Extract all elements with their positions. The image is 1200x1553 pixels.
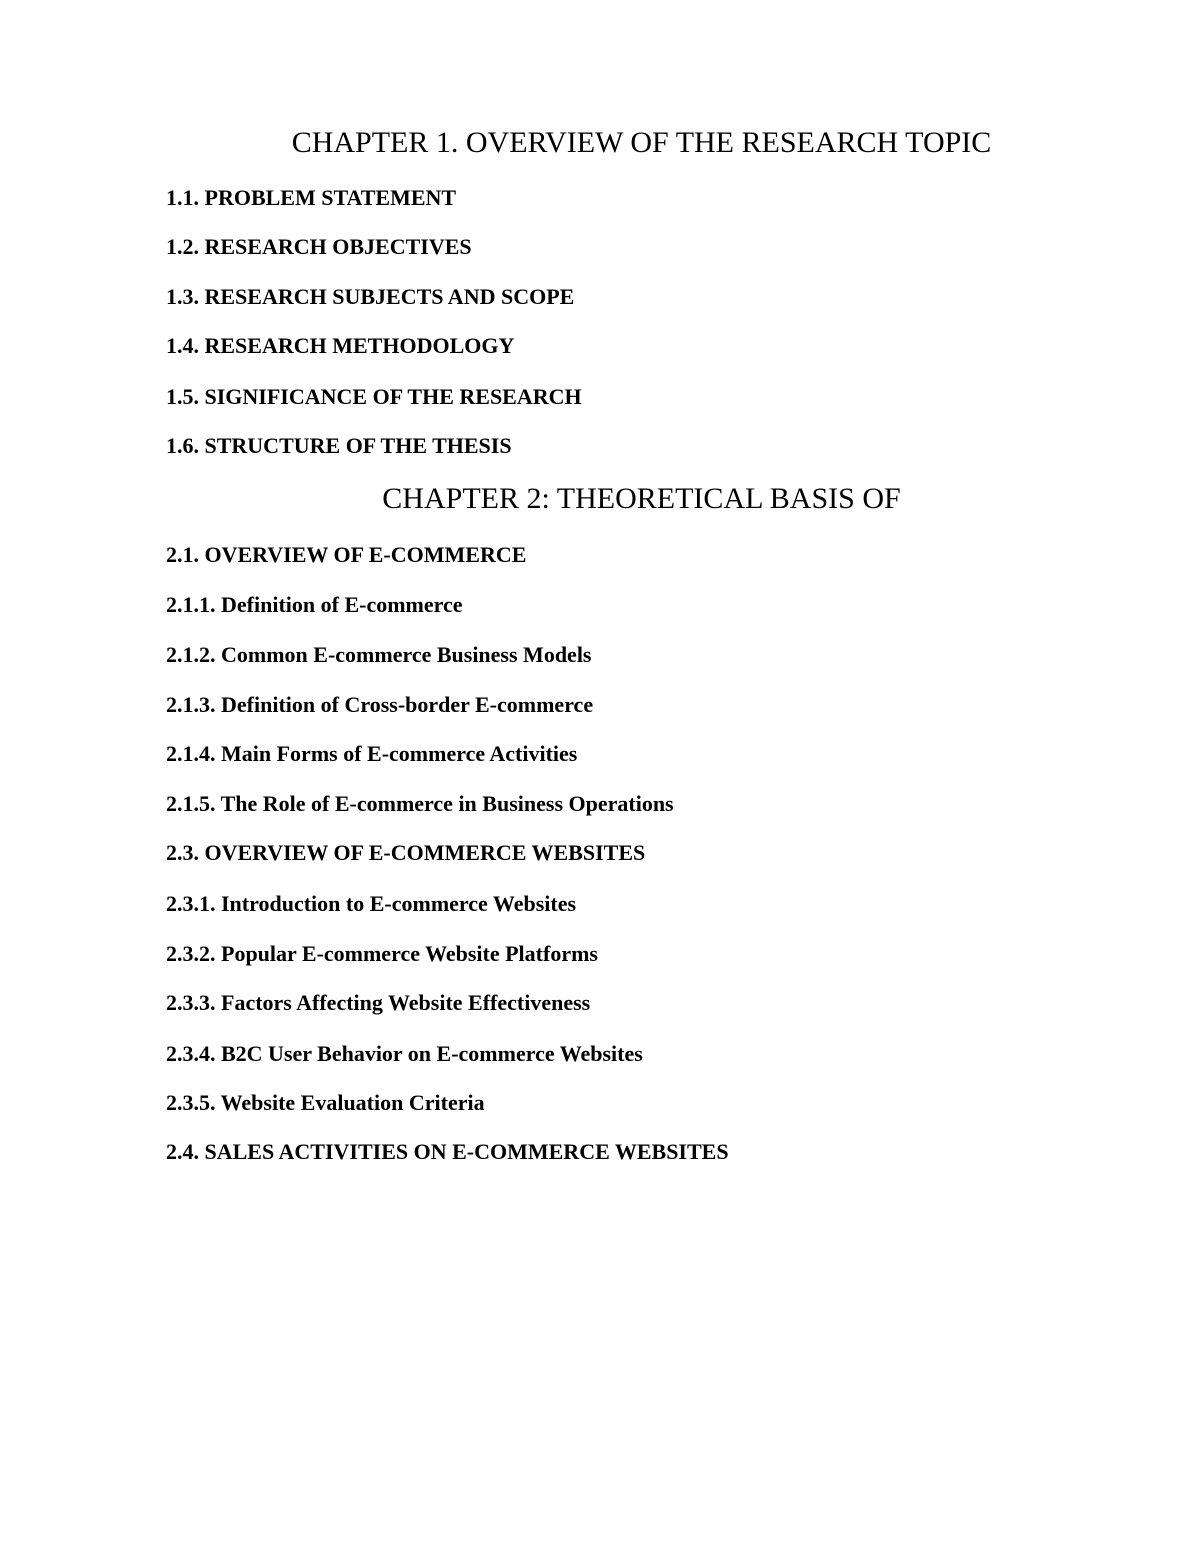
toc-entry-1-5: 1.5. SIGNIFICANCE OF THE RESEARCH xyxy=(166,384,582,409)
toc-entry-1-4: 1.4. RESEARCH METHODOLOGY xyxy=(166,333,515,358)
toc-entry-1-6: 1.6. STRUCTURE OF THE THESIS xyxy=(166,433,512,458)
toc-entry-2-1: 2.1. OVERVIEW OF E-COMMERCE xyxy=(166,542,527,567)
toc-entry-2-3-4: 2.3.4. B2C User Behavior on E-commerce Websites xyxy=(166,1041,643,1066)
toc-entry-2-1-3: 2.1.3. Definition of Cross-border E-commerce xyxy=(166,692,594,717)
toc-entry-2-3-2: 2.3.2. Popular E-commerce Website Platforms xyxy=(166,941,598,966)
toc-entry-2-1-2: 2.1.2. Common E-commerce Business Models xyxy=(166,642,592,667)
toc-entry-2-1-4: 2.1.4. Main Forms of E-commerce Activities xyxy=(166,741,578,766)
chapter-2-title: CHAPTER 2: THEORETICAL BASIS OF xyxy=(382,482,901,515)
toc-entry-2-3-5: 2.3.5. Website Evaluation Criteria xyxy=(166,1090,485,1115)
toc-entry-2-1-5: 2.1.5. The Role of E-commerce in Business Operations xyxy=(166,791,674,816)
toc-entry-2-4: 2.4. SALES ACTIVITIES ON E-COMMERCE WEBSITES xyxy=(166,1139,729,1164)
toc-entry-1-1: 1.1. PROBLEM STATEMENT xyxy=(166,185,457,210)
chapter-1-title: CHAPTER 1. OVERVIEW OF THE RESEARCH TOPIC xyxy=(291,126,992,159)
toc-entry-1-3: 1.3. RESEARCH SUBJECTS AND SCOPE xyxy=(166,284,575,309)
toc-entry-2-3-1: 2.3.1. Introduction to E-commerce Websites xyxy=(166,891,577,916)
toc-entry-2-1-1: 2.1.1. Definition of E-commerce xyxy=(166,592,463,617)
toc-entry-2-3-3: 2.3.3. Factors Affecting Website Effectiveness xyxy=(166,990,591,1015)
toc-entry-2-3: 2.3. OVERVIEW OF E-COMMERCE WEBSITES xyxy=(166,840,646,865)
toc-entry-1-2: 1.2. RESEARCH OBJECTIVES xyxy=(166,234,472,259)
